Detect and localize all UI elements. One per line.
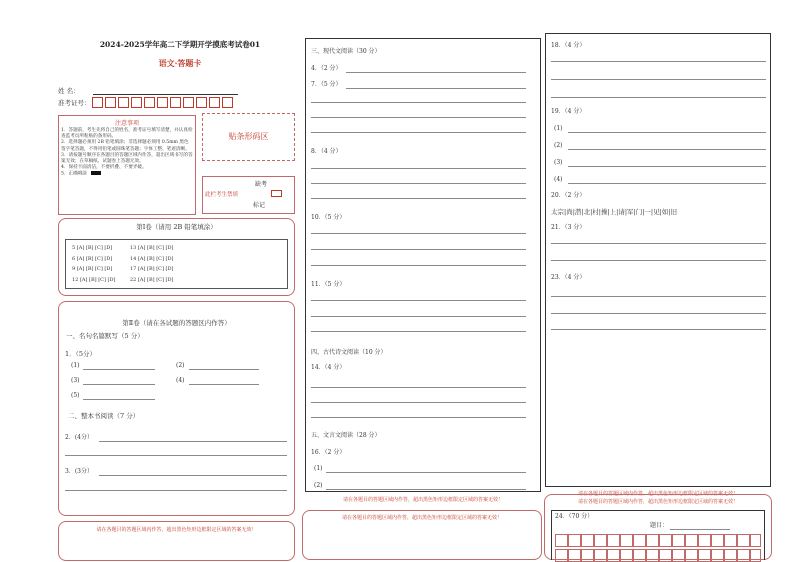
q19-item: (4) bbox=[554, 176, 563, 183]
answer-line[interactable] bbox=[311, 300, 526, 301]
answer-line[interactable] bbox=[568, 166, 766, 167]
answer-line[interactable] bbox=[551, 79, 766, 80]
answer-line[interactable] bbox=[326, 472, 526, 473]
answer-line[interactable] bbox=[311, 331, 526, 332]
part1-box bbox=[58, 218, 295, 296]
absent-box bbox=[202, 176, 295, 214]
answer-line[interactable] bbox=[568, 183, 766, 184]
choice-row[interactable]: 5 [A] [B] [C] [D] bbox=[72, 245, 113, 251]
q2-label: 2．(4分） bbox=[65, 434, 93, 441]
note-item: 3．请按题号顺序在各题目的答题区域内作答，超出区域书写的答案无效；在草稿纸、试题卷上答题无效。 bbox=[61, 152, 193, 165]
q19-item: (3) bbox=[554, 159, 563, 166]
q16-part2: (2) bbox=[314, 482, 323, 489]
answer-line[interactable] bbox=[311, 265, 526, 266]
answer-line[interactable] bbox=[311, 132, 526, 133]
answer-line[interactable] bbox=[311, 249, 526, 250]
answer-line[interactable] bbox=[311, 198, 526, 199]
blank-label: (2) bbox=[176, 362, 185, 369]
answer-line[interactable] bbox=[346, 88, 526, 89]
warning-box bbox=[302, 510, 542, 560]
answer-line[interactable] bbox=[568, 149, 766, 150]
part2-box bbox=[58, 301, 295, 516]
answer-line[interactable] bbox=[189, 384, 259, 385]
topic-field[interactable] bbox=[670, 529, 730, 530]
answer-line[interactable] bbox=[551, 313, 766, 314]
answer-line[interactable] bbox=[311, 102, 526, 103]
name-label: 姓 名： bbox=[58, 87, 80, 95]
absent-checkbox[interactable] bbox=[271, 190, 282, 197]
q8-label: 8．（4 分） bbox=[311, 148, 342, 155]
choice-row[interactable]: 22 [A] [B] [C] [D] bbox=[130, 276, 174, 283]
q23-label: 23．（4 分） bbox=[551, 274, 586, 281]
q11-label: 11．（5 分） bbox=[311, 281, 346, 288]
q10-label: 10．（5 分） bbox=[311, 214, 346, 221]
q21-label: 21．（3 分） bbox=[551, 224, 586, 231]
absent-mark-bottom: 标记 bbox=[253, 202, 266, 209]
answer-line[interactable] bbox=[326, 489, 526, 490]
col3-box bbox=[545, 33, 771, 487]
choice-row[interactable]: 17 [A] [B] [C] [D] bbox=[130, 266, 174, 272]
answer-line[interactable] bbox=[65, 490, 287, 491]
answer-line[interactable] bbox=[568, 132, 766, 133]
sec5-title: 五、文言文阅读（28 分） bbox=[311, 432, 381, 439]
composition-grid[interactable] bbox=[555, 534, 761, 561]
exam-title: 2024-2025学年高二下学期开学摸底考试卷01 bbox=[99, 40, 261, 49]
answer-line[interactable] bbox=[551, 329, 766, 330]
q16-part1: (1) bbox=[314, 465, 323, 472]
answer-line[interactable] bbox=[99, 441, 287, 442]
q16-label: 16．（2 分） bbox=[311, 449, 346, 456]
q24-label: 24．（70 分） bbox=[555, 513, 594, 520]
col2-box bbox=[305, 38, 541, 492]
warning-text: 请在各题目的答题区域内作答，超出黑色矩形边框限定区域的答案无效！ bbox=[577, 499, 738, 505]
answer-line[interactable] bbox=[551, 296, 766, 297]
q20-label: 20．（2 分） bbox=[551, 192, 586, 199]
warning-box bbox=[58, 521, 295, 561]
note-item: 4．保持卡面清洁，不要折叠、不要弄破。 bbox=[61, 165, 147, 171]
choice-row[interactable]: 6 [A] [B] [C] [D] bbox=[72, 255, 113, 262]
answer-line[interactable] bbox=[311, 117, 526, 118]
name-field[interactable] bbox=[93, 94, 238, 95]
answer-line[interactable] bbox=[83, 369, 155, 370]
answer-line[interactable] bbox=[65, 455, 287, 456]
answer-line[interactable] bbox=[311, 402, 526, 403]
part1-title: 第Ⅰ卷（请用 2B 铅笔填涂） bbox=[136, 223, 217, 231]
blank-label: (5) bbox=[71, 392, 80, 399]
answer-line[interactable] bbox=[99, 475, 287, 476]
id-cells[interactable] bbox=[92, 97, 237, 109]
sec2-title: 二、整本书阅读（7 分） bbox=[68, 412, 140, 420]
answer-line[interactable] bbox=[189, 369, 259, 370]
warning-text: 请在各题目的答题区域内作答，超出黑色矩形边框限定区域的答案无效！ bbox=[96, 527, 257, 533]
q18-label: 18．（4 分） bbox=[551, 42, 586, 49]
answer-line[interactable] bbox=[551, 61, 766, 62]
choice-row[interactable]: 13 [A] [B] [C] [D] bbox=[130, 245, 174, 251]
choice-row[interactable]: 12 [A] [B] [C] [D] bbox=[72, 276, 116, 283]
sheet-subtitle: 语文·答题卡 bbox=[158, 58, 202, 68]
q4-label: 4．（2 分） bbox=[311, 65, 342, 72]
id-label: 准考证号： bbox=[58, 99, 91, 107]
absent-text: 此栏考生禁填 bbox=[205, 192, 239, 198]
q14-label: 14．（4 分） bbox=[311, 364, 346, 371]
answer-line[interactable] bbox=[83, 384, 155, 385]
blank-label: (1) bbox=[71, 362, 80, 369]
note-item: 2．选择题必须用 2B 铅笔填涂；非选择题必须用 0.5mm 黑色签字笔答题，不得用铅笔或圆珠笔答题；字体工整、笔迹清晰。 bbox=[61, 140, 190, 152]
choice-row[interactable]: 9 [A] [B] [C] [D] bbox=[72, 266, 113, 272]
absent-mark-top: 缺考 bbox=[255, 181, 268, 188]
q19-label: 19．（4 分） bbox=[551, 108, 586, 115]
warning-text: 请在各题目的答题区域内作答，超出黑色矩形边框限定区域的答案无效！ bbox=[341, 515, 502, 521]
choice-grid[interactable] bbox=[65, 239, 288, 289]
note-item: 5．正确填涂 bbox=[61, 171, 193, 178]
answer-line[interactable] bbox=[311, 417, 526, 418]
blank-label: (4) bbox=[176, 377, 185, 384]
filled-mark-icon bbox=[91, 171, 101, 175]
q1-label: 1．（5分） bbox=[65, 350, 97, 358]
choice-row[interactable]: 14 [A] [B] [C] [D] bbox=[130, 255, 174, 262]
topic-label: 题目： bbox=[650, 522, 669, 529]
blank-label: (3) bbox=[71, 377, 80, 384]
answer-line[interactable] bbox=[551, 243, 766, 244]
warning-text: 请在各题目的答题区域内作答，超出黑色矩形边框限定区域的答案无效！ bbox=[342, 497, 503, 503]
notes-title: 注意事项 bbox=[114, 120, 139, 127]
barcode-label: 贴条形码区 bbox=[228, 132, 269, 141]
answer-line[interactable] bbox=[311, 233, 526, 234]
q19-item: (1) bbox=[554, 125, 563, 132]
answer-line[interactable] bbox=[551, 97, 766, 98]
answer-line[interactable] bbox=[311, 387, 526, 388]
part2-title: 第Ⅱ卷（请在各试题的答题区内作答） bbox=[122, 319, 231, 327]
q3-label: 3．(3分） bbox=[65, 468, 93, 475]
note-item: 1．答题前，考生先将自己的姓名，准考证号填写清楚，并认真检查监考员所粘贴的条形码。 bbox=[61, 128, 193, 140]
answer-line[interactable] bbox=[551, 260, 766, 261]
q19-item: (2) bbox=[554, 142, 563, 149]
notes-box bbox=[58, 115, 196, 215]
barcode-area bbox=[202, 113, 295, 161]
q7-label: 7．（5 分） bbox=[311, 81, 342, 88]
answer-line[interactable] bbox=[311, 168, 526, 169]
answer-line[interactable] bbox=[83, 399, 155, 400]
sec4-title: 四、古代诗文阅读（10 分） bbox=[311, 349, 387, 356]
sec1-title: 一、名句名篇默写（5 分） bbox=[66, 332, 144, 340]
warning-text: 请在各题目的答题区域内作答，超出黑色矩形边框限定区域的答案无效！ bbox=[577, 491, 738, 497]
answer-line[interactable] bbox=[311, 183, 526, 184]
composition-box bbox=[544, 494, 772, 560]
composition-inner bbox=[551, 510, 765, 560]
answer-line[interactable] bbox=[311, 316, 526, 317]
answer-line[interactable] bbox=[346, 72, 526, 73]
q20-sentence[interactable]: 太宗|尚|潜|北|村|操|上|请|军|门|一|见|如|旧 bbox=[551, 208, 677, 216]
sec3-title: 三、现代文阅读（30 分） bbox=[311, 48, 381, 55]
